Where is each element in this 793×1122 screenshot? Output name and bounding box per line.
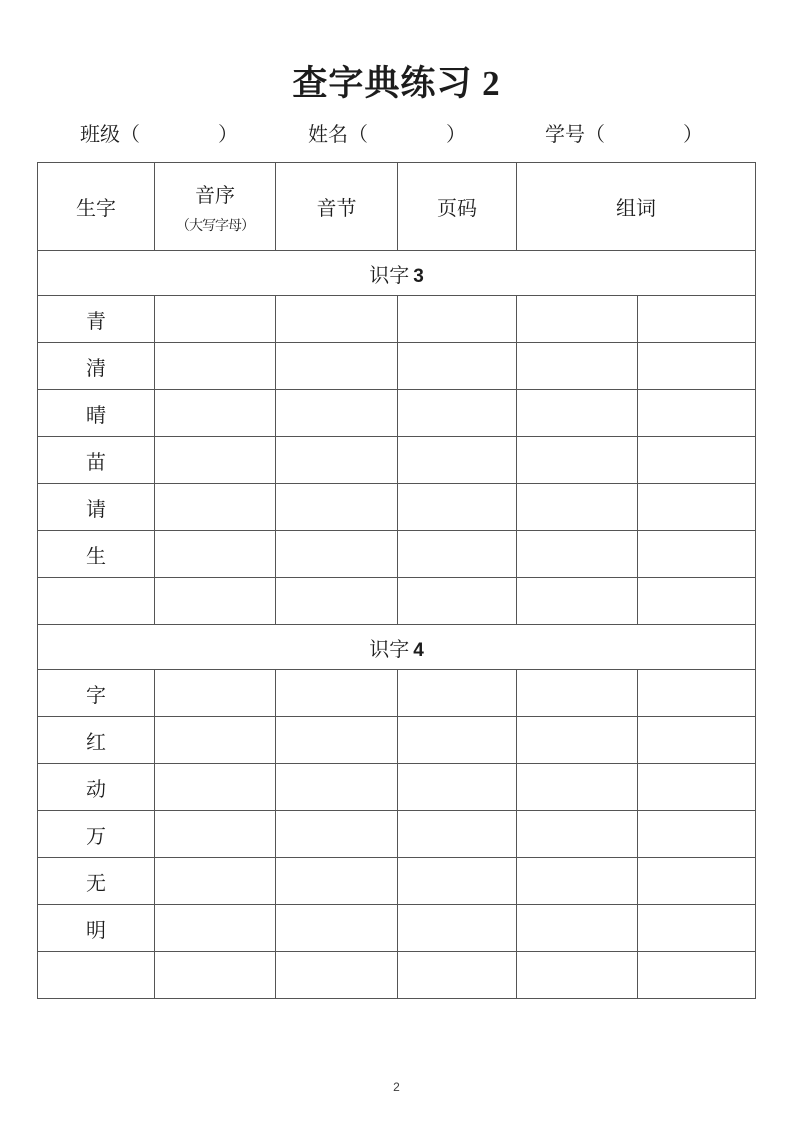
yinjie-answer-cell bbox=[276, 578, 398, 625]
yema-answer-cell bbox=[398, 670, 517, 717]
yinjie-answer-cell bbox=[276, 484, 398, 531]
zuci-answer-cell-1 bbox=[517, 390, 638, 437]
yinxu-answer-cell bbox=[155, 764, 276, 811]
yinjie-answer-cell bbox=[276, 811, 398, 858]
zuci-answer-cell-2 bbox=[638, 764, 756, 811]
yema-answer-cell bbox=[398, 858, 517, 905]
zuci-answer-cell-1 bbox=[517, 811, 638, 858]
table-row bbox=[38, 858, 756, 905]
header-cell-shengzi: 生字 bbox=[38, 163, 155, 251]
yinxu-answer-cell bbox=[155, 484, 276, 531]
yinxu-answer-cell bbox=[155, 390, 276, 437]
zuci-answer-cell-2 bbox=[638, 952, 756, 999]
section-title-number: 4 bbox=[413, 639, 424, 661]
zuci-answer-cell-2 bbox=[638, 811, 756, 858]
yinjie-answer-cell bbox=[276, 952, 398, 999]
section-title bbox=[38, 251, 756, 296]
worksheet-table-body bbox=[38, 251, 756, 999]
section-header-row bbox=[38, 251, 756, 296]
yinjie-answer-cell bbox=[276, 343, 398, 390]
yinjie-answer-cell bbox=[276, 670, 398, 717]
character-cell: 动 bbox=[38, 764, 155, 811]
class-field bbox=[80, 120, 238, 150]
table-row bbox=[38, 905, 756, 952]
zuci-answer-cell-1 bbox=[517, 296, 638, 343]
header-cell-yema: 页码 bbox=[398, 163, 517, 251]
zuci-answer-cell-2 bbox=[638, 531, 756, 578]
character-cell: 清 bbox=[38, 343, 155, 390]
table-row bbox=[38, 531, 756, 578]
class-field-close: ） bbox=[218, 124, 238, 146]
zuci-answer-cell-2 bbox=[638, 437, 756, 484]
yinjie-answer-cell bbox=[276, 296, 398, 343]
zuci-answer-cell-2 bbox=[638, 390, 756, 437]
yema-answer-cell bbox=[398, 578, 517, 625]
name-field-blank bbox=[368, 140, 446, 141]
student-number-field-blank bbox=[605, 140, 683, 141]
table-row bbox=[38, 484, 756, 531]
table-row bbox=[38, 717, 756, 764]
yema-answer-cell bbox=[398, 952, 517, 999]
yinjie-answer-cell bbox=[276, 858, 398, 905]
zuci-answer-cell-2 bbox=[638, 484, 756, 531]
yema-answer-cell bbox=[398, 531, 517, 578]
name-field bbox=[308, 120, 466, 150]
section-header-row bbox=[38, 625, 756, 670]
yinxu-answer-cell bbox=[155, 296, 276, 343]
class-field-blank bbox=[140, 140, 218, 141]
zuci-answer-cell-2 bbox=[638, 578, 756, 625]
yema-answer-cell bbox=[398, 764, 517, 811]
zuci-answer-cell-1 bbox=[517, 952, 638, 999]
yinxu-answer-cell bbox=[155, 905, 276, 952]
table-row bbox=[38, 437, 756, 484]
character-cell: 青 bbox=[38, 296, 155, 343]
zuci-answer-cell-1 bbox=[517, 343, 638, 390]
zuci-answer-cell-1 bbox=[517, 905, 638, 952]
student-info-line bbox=[0, 120, 793, 150]
yinxu-answer-cell bbox=[155, 437, 276, 484]
zuci-answer-cell-1 bbox=[517, 437, 638, 484]
header-cell-yinxu bbox=[155, 163, 276, 251]
table-row bbox=[38, 670, 756, 717]
yinxu-answer-cell bbox=[155, 531, 276, 578]
yema-answer-cell bbox=[398, 437, 517, 484]
character-cell: 生 bbox=[38, 531, 155, 578]
yinjie-answer-cell bbox=[276, 437, 398, 484]
character-cell bbox=[38, 578, 155, 625]
page-title: 查字典练习 2 bbox=[292, 64, 501, 103]
character-cell bbox=[38, 952, 155, 999]
header-yinxu-sub: （大写字母） bbox=[176, 218, 254, 234]
yinxu-answer-cell bbox=[155, 670, 276, 717]
name-field-close: ） bbox=[446, 124, 466, 146]
character-cell: 无 bbox=[38, 858, 155, 905]
yinjie-answer-cell bbox=[276, 764, 398, 811]
table-row bbox=[38, 764, 756, 811]
yinjie-answer-cell bbox=[276, 905, 398, 952]
table-row bbox=[38, 952, 756, 999]
page-number: 2 bbox=[393, 1080, 400, 1094]
yinxu-answer-cell bbox=[155, 343, 276, 390]
zuci-answer-cell-1 bbox=[517, 578, 638, 625]
zuci-answer-cell-2 bbox=[638, 717, 756, 764]
dictionary-practice-table bbox=[37, 162, 756, 999]
class-field-label: 班级（ bbox=[80, 124, 140, 146]
character-cell: 苗 bbox=[38, 437, 155, 484]
yema-answer-cell bbox=[398, 484, 517, 531]
zuci-answer-cell-1 bbox=[517, 764, 638, 811]
character-cell: 明 bbox=[38, 905, 155, 952]
zuci-answer-cell-2 bbox=[638, 905, 756, 952]
yema-answer-cell bbox=[398, 717, 517, 764]
zuci-answer-cell-1 bbox=[517, 858, 638, 905]
header-yinxu-main: 音序 bbox=[195, 184, 235, 207]
student-number-field-close: ） bbox=[683, 124, 703, 146]
yema-answer-cell bbox=[398, 390, 517, 437]
yema-answer-cell bbox=[398, 343, 517, 390]
header-cell-zuci: 组词 bbox=[517, 163, 756, 251]
table-row bbox=[38, 811, 756, 858]
zuci-answer-cell-1 bbox=[517, 484, 638, 531]
table-row bbox=[38, 296, 756, 343]
character-cell: 红 bbox=[38, 717, 155, 764]
yinxu-answer-cell bbox=[155, 811, 276, 858]
yinxu-answer-cell bbox=[155, 717, 276, 764]
yinxu-answer-cell bbox=[155, 578, 276, 625]
yinjie-answer-cell bbox=[276, 390, 398, 437]
character-cell: 万 bbox=[38, 811, 155, 858]
character-cell: 字 bbox=[38, 670, 155, 717]
zuci-answer-cell-1 bbox=[517, 531, 638, 578]
yema-answer-cell bbox=[398, 811, 517, 858]
section-title bbox=[38, 625, 756, 670]
table-row bbox=[38, 343, 756, 390]
table-row bbox=[38, 578, 756, 625]
yinxu-answer-cell bbox=[155, 952, 276, 999]
zuci-answer-cell-2 bbox=[638, 858, 756, 905]
zuci-answer-cell-2 bbox=[638, 343, 756, 390]
character-cell: 晴 bbox=[38, 390, 155, 437]
zuci-answer-cell-1 bbox=[517, 670, 638, 717]
zuci-answer-cell-2 bbox=[638, 296, 756, 343]
yinxu-answer-cell bbox=[155, 858, 276, 905]
table-row bbox=[38, 390, 756, 437]
student-number-field bbox=[545, 120, 703, 150]
character-cell: 请 bbox=[38, 484, 155, 531]
table-header-row bbox=[38, 163, 756, 251]
zuci-answer-cell-2 bbox=[638, 670, 756, 717]
name-field-label: 姓名（ bbox=[308, 124, 368, 146]
section-title-number: 3 bbox=[413, 265, 424, 287]
yema-answer-cell bbox=[398, 905, 517, 952]
yema-answer-cell bbox=[398, 296, 517, 343]
section-title-text: 识字 bbox=[369, 638, 410, 661]
yinjie-answer-cell bbox=[276, 531, 398, 578]
section-title-text: 识字 bbox=[369, 264, 410, 287]
yinjie-answer-cell bbox=[276, 717, 398, 764]
header-cell-yinjie: 音节 bbox=[276, 163, 398, 251]
zuci-answer-cell-1 bbox=[517, 717, 638, 764]
student-number-field-label: 学号（ bbox=[545, 124, 605, 146]
